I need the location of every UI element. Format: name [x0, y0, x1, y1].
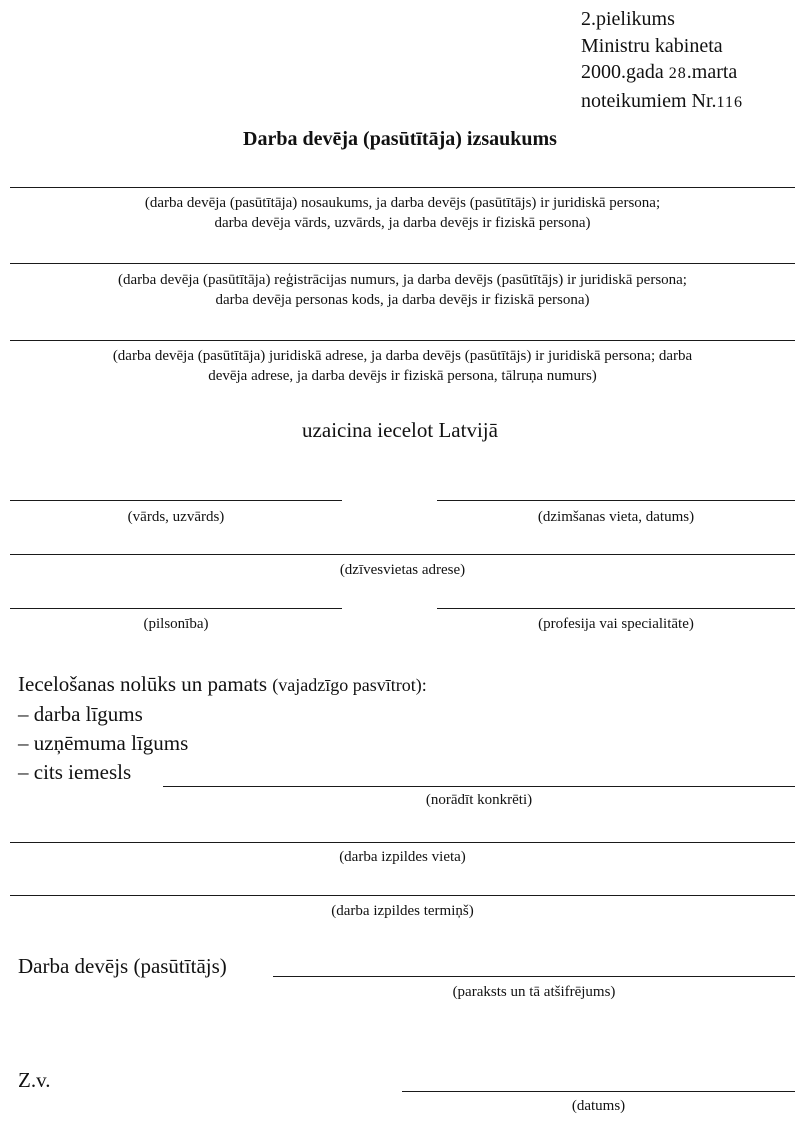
employer-reg-caption: (darba devēja (pasūtītāja) reģistrācijas numurs, ja darba devējs (pasūtītājs) ir juridiskā persona; darba devēja personas kods, ja darba devējs ir fiziskā persona) — [118, 272, 687, 308]
annex-issuer: Ministru kabineta — [581, 34, 723, 57]
annex-date: 2000.gada 28.marta — [581, 61, 738, 83]
employer-reg-field[interactable] — [10, 263, 795, 264]
stamp-label: Z.v. — [18, 1068, 51, 1092]
employer-name-field[interactable] — [10, 187, 795, 188]
other-reason-caption: (norādīt konkrēti) — [425, 792, 533, 808]
profession-caption: (profesija vai specialitāte) — [538, 616, 694, 632]
annex-reference — [581, 6, 743, 116]
signature-caption: (paraksts un tā atšifrējums) — [452, 984, 616, 1000]
work-place-field[interactable] — [10, 842, 795, 843]
other-reason-field[interactable] — [163, 786, 795, 787]
work-term-caption: (darba izpildes termiņš) — [331, 903, 474, 919]
purpose-heading: Iecelošanas nolūks un pamats (vajadzīgo pasvītrot): — [18, 672, 427, 696]
work-term-field[interactable] — [10, 895, 795, 896]
citizenship-field[interactable] — [10, 608, 342, 609]
employer-address-caption: (darba devēja (pasūtītāja) juridiskā adrese, ja darba devējs (pasūtītājs) ir juridiskā persona; darba devēja adrese, ja darba devējs ir fiziskā persona, tālruņa numurs) — [112, 348, 693, 384]
page-title: Darba devēja (pasūtītāja) izsaukums — [243, 128, 557, 150]
employer-name-caption: (darba devēja (pasūtītāja) nosaukums, ja darba devējs (pasūtītājs) ir juridiskā persona; darba devēja vārds, uzvārds, ja darba devējs ir fiziskā persona) — [144, 195, 661, 231]
date-field[interactable] — [402, 1091, 795, 1092]
purpose-option-company-contract[interactable]: – uzņēmuma līgums — [18, 731, 189, 755]
person-name-caption: (vārds, uzvārds) — [127, 509, 225, 525]
birth-caption: (dzimšanas vieta, datums) — [537, 509, 695, 525]
employer-address-field[interactable] — [10, 340, 795, 341]
profession-field[interactable] — [437, 608, 795, 609]
person-name-field[interactable] — [10, 500, 342, 501]
residence-field[interactable] — [10, 554, 795, 555]
citizenship-caption: (pilsonība) — [143, 616, 209, 632]
purpose-section — [18, 670, 427, 787]
annex-regulation: noteikumiem Nr.116 — [581, 89, 743, 112]
birth-field[interactable] — [437, 500, 795, 501]
work-place-caption: (darba izpildes vieta) — [339, 849, 466, 865]
signature-field[interactable] — [273, 976, 795, 977]
signature-label: Darba devējs (pasūtītājs) — [18, 954, 227, 978]
annex-number: 2.pielikums — [581, 8, 675, 30]
date-caption: (datums) — [571, 1098, 626, 1114]
purpose-option-other[interactable]: – cits iemesls — [18, 760, 132, 784]
invite-text: uzaicina iecelot Latvijā — [302, 418, 498, 442]
purpose-option-contract[interactable]: – darba līgums — [18, 702, 143, 726]
residence-caption: (dzīvesvietas adrese) — [339, 562, 466, 578]
